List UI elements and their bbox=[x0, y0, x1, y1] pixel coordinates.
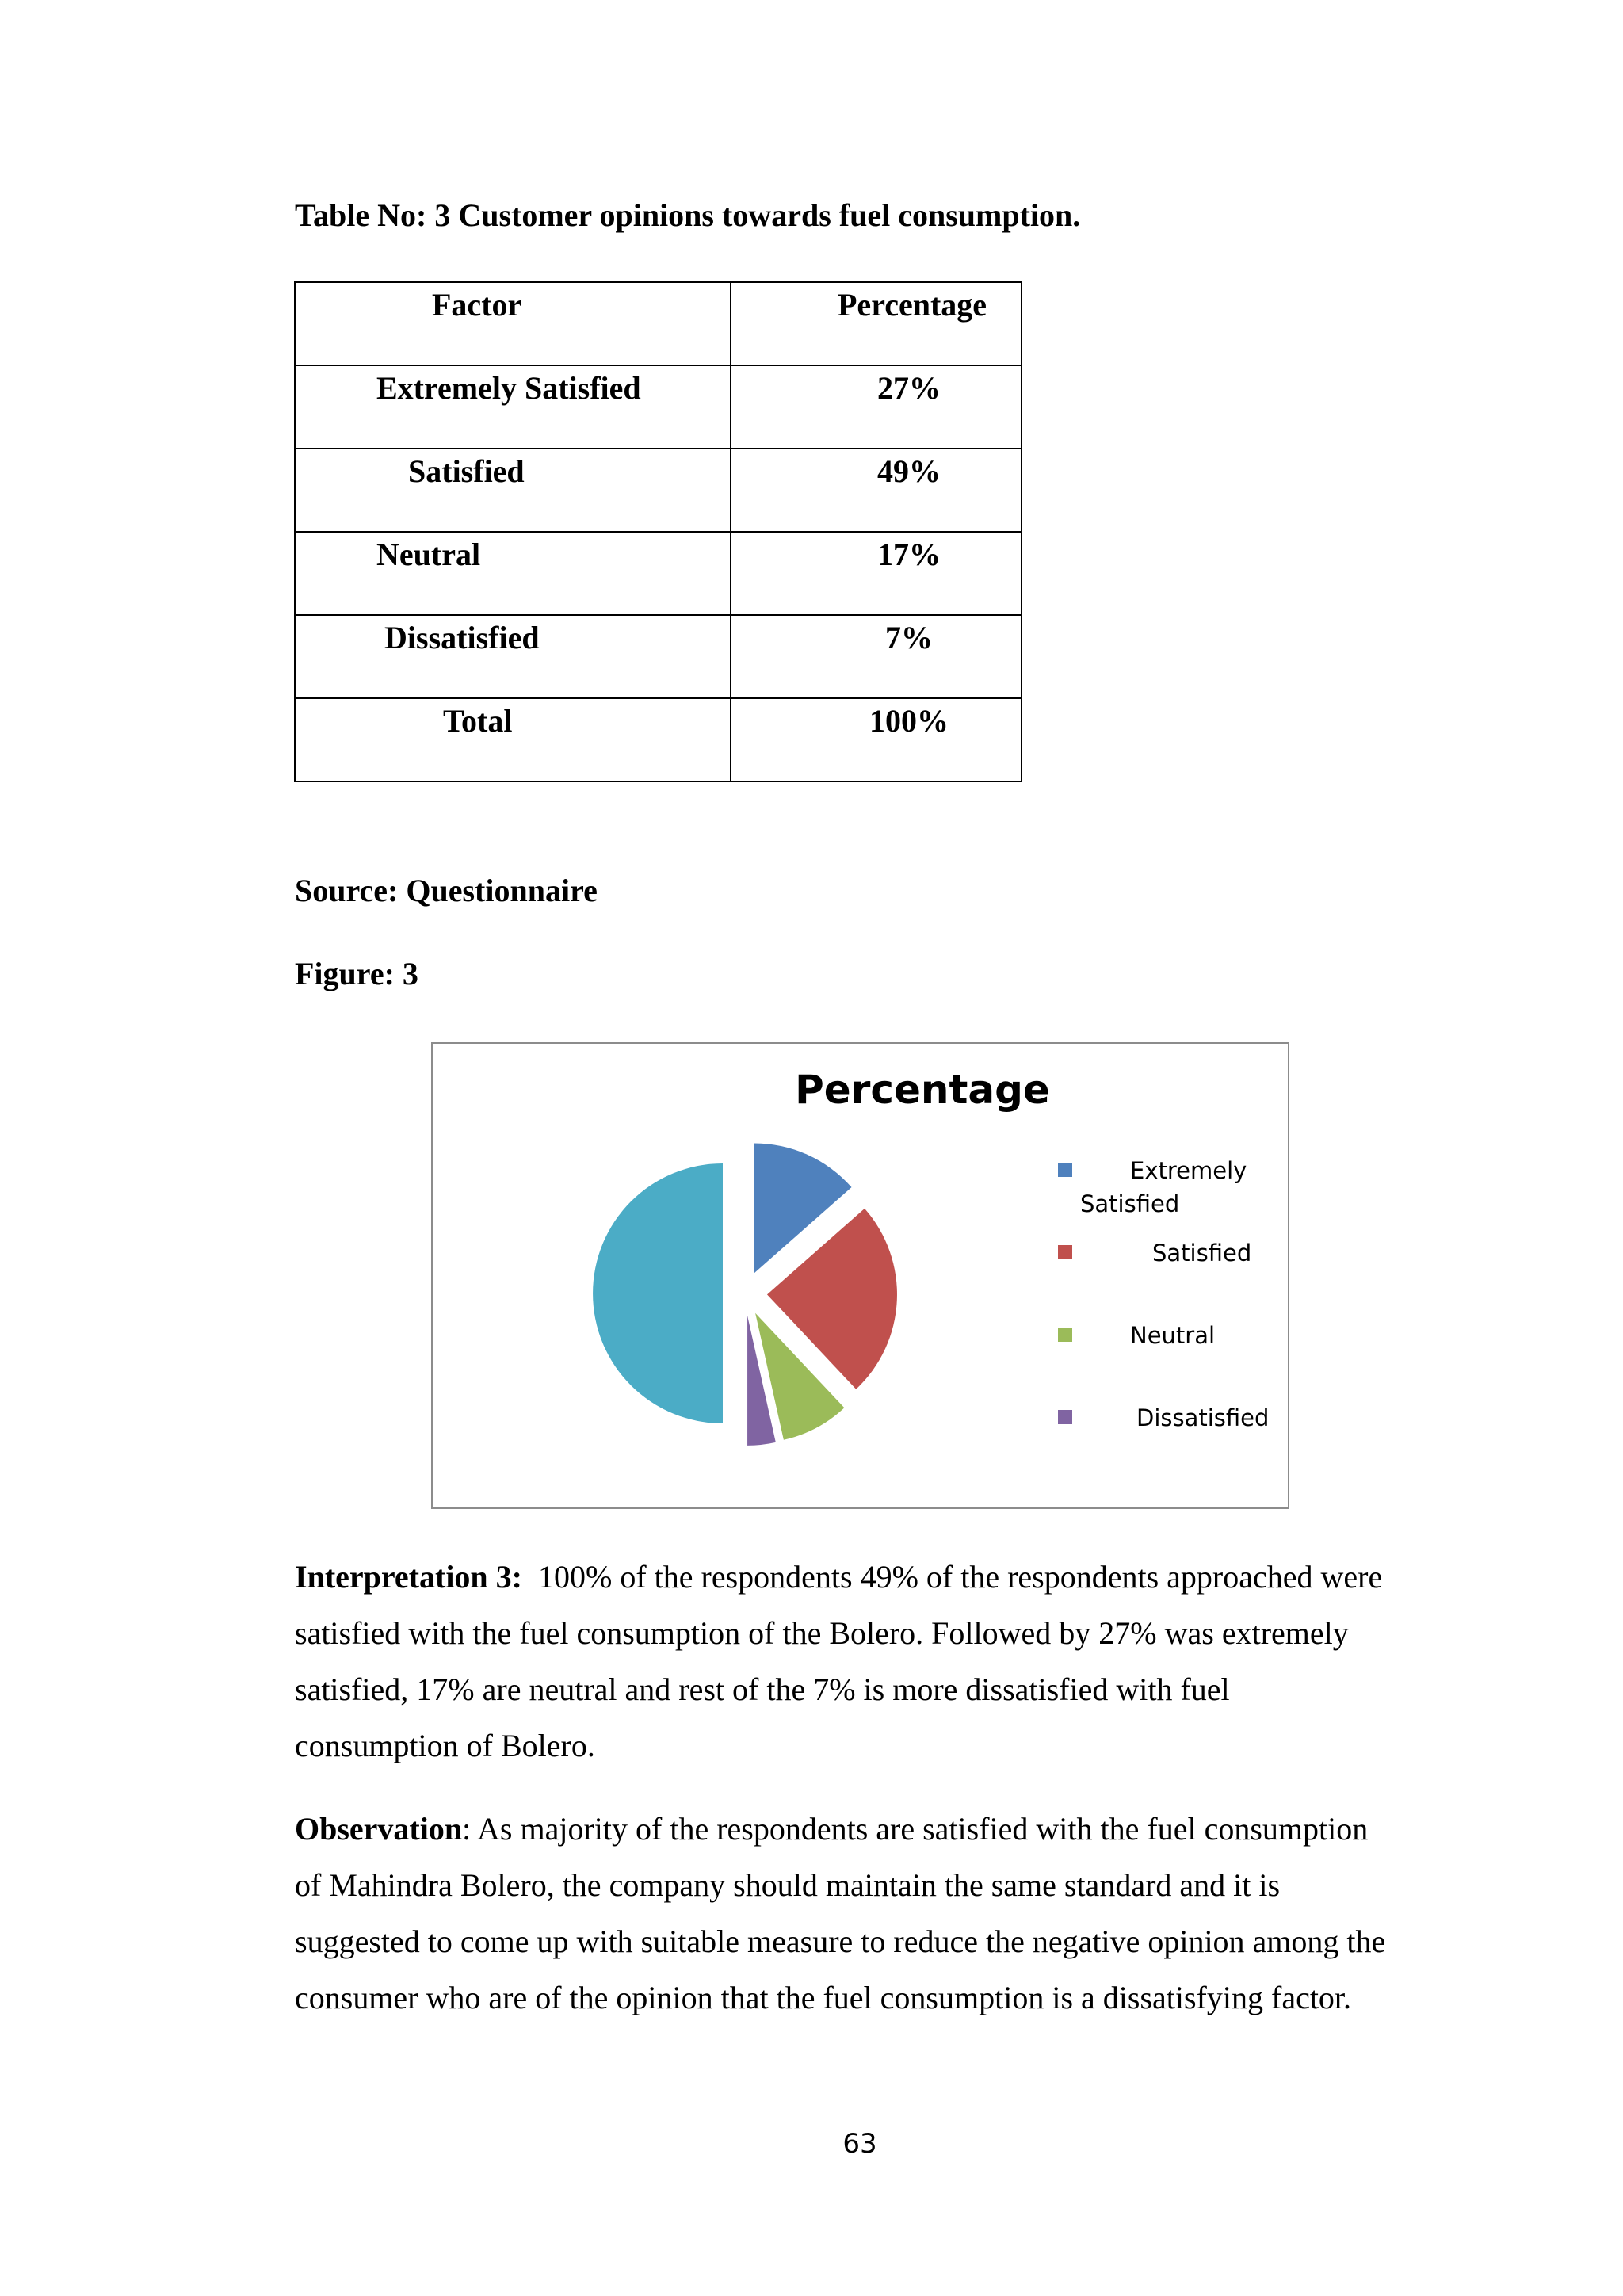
legend-swatch bbox=[1058, 1163, 1072, 1177]
observation-text: : As majority of the respondents are satisfied with the fuel consumption bbox=[462, 1811, 1369, 1847]
chart-legend bbox=[1058, 1157, 1269, 1431]
percentage-cell bbox=[731, 615, 1022, 698]
legend-swatch bbox=[1058, 1245, 1072, 1259]
factor-text: Extremely Satisfied bbox=[376, 370, 641, 406]
header-percentage: Percentage bbox=[838, 287, 987, 323]
percentage-text: 49% bbox=[877, 453, 941, 489]
factor-cell bbox=[295, 449, 731, 532]
legend-swatch bbox=[1058, 1410, 1072, 1424]
percentage-cell bbox=[731, 698, 1022, 781]
percentage-cell bbox=[731, 365, 1022, 449]
interpretation-line-2: satisfied with the fuel consumption of the Bolero. Followed by 27% was extremely bbox=[295, 1615, 1349, 1651]
header-factor: Factor bbox=[432, 287, 522, 323]
percentage-cell bbox=[731, 532, 1022, 615]
observation-paragraph bbox=[295, 1801, 1444, 2026]
factor-cell bbox=[295, 365, 731, 449]
percentage-text: 27% bbox=[877, 370, 941, 406]
observation-line-2: of Mahindra Bolero, the company should maintain the same standard and it is bbox=[295, 1867, 1281, 1903]
header-cell-factor bbox=[295, 282, 731, 365]
percentage-text: 100% bbox=[869, 703, 949, 739]
interpretation-line-3: satisfied, 17% are neutral and rest of the 7% is more dissatisfied with fuel bbox=[295, 1671, 1230, 1707]
opinion-table bbox=[294, 281, 1022, 782]
factor-text: Dissatisfied bbox=[384, 620, 540, 655]
figure-label: Figure: 3 bbox=[295, 956, 418, 991]
observation-line-3: suggested to come up with suitable measure to reduce the negative opinion among the bbox=[295, 1924, 1386, 1959]
source-label: Source: Questionnaire bbox=[295, 873, 598, 908]
factor-cell bbox=[295, 532, 731, 615]
pie-chart bbox=[431, 1042, 1289, 1509]
factor-text: Satisfied bbox=[408, 453, 525, 489]
interpretation-text: 100% of the respondents 49% of the respondents approached were bbox=[538, 1559, 1383, 1595]
factor-cell bbox=[295, 698, 731, 781]
table-title: Table No: 3 Customer opinions towards fuel consumption. bbox=[295, 197, 1081, 233]
observation-label: Observation bbox=[295, 1811, 463, 1847]
factor-cell bbox=[295, 615, 731, 698]
table-row-total bbox=[295, 698, 1022, 781]
legend-label: Extremely bbox=[1130, 1157, 1247, 1184]
table-row bbox=[295, 365, 1022, 449]
header-cell-percentage bbox=[731, 282, 1022, 365]
table-header-row bbox=[295, 282, 1022, 365]
observation-line-4: consumer who are of the opinion that the fuel consumption is a dissatisfying factor. bbox=[295, 1980, 1352, 2015]
percentage-text: 17% bbox=[877, 537, 941, 572]
interpretation-line-1 bbox=[295, 1549, 1444, 1605]
factor-text: Neutral bbox=[376, 537, 481, 572]
chart-title: Percentage bbox=[795, 1067, 1050, 1113]
interpretation-line-4: consumption of Bolero. bbox=[295, 1728, 595, 1763]
table-row bbox=[295, 449, 1022, 532]
legend-swatch bbox=[1058, 1328, 1072, 1342]
legend-label: Satisfied bbox=[1152, 1240, 1252, 1266]
legend-label: Dissatisfied bbox=[1136, 1404, 1270, 1431]
table-row bbox=[295, 615, 1022, 698]
table-row bbox=[295, 532, 1022, 615]
pie-slice-unlabeled bbox=[593, 1163, 723, 1423]
legend-label-line2: Satisfied bbox=[1080, 1190, 1180, 1217]
interpretation-label: Interpretation 3: bbox=[295, 1559, 522, 1595]
pie-slices bbox=[593, 1143, 897, 1445]
factor-text: Total bbox=[443, 703, 513, 739]
legend-label: Neutral bbox=[1130, 1322, 1216, 1349]
observation-line-1 bbox=[295, 1801, 1444, 1857]
percentage-text: 7% bbox=[885, 620, 933, 655]
percentage-cell bbox=[731, 449, 1022, 532]
interpretation-paragraph bbox=[295, 1549, 1444, 1774]
page-number: 63 bbox=[842, 2128, 877, 2160]
pie-chart-svg bbox=[433, 1044, 1291, 1511]
